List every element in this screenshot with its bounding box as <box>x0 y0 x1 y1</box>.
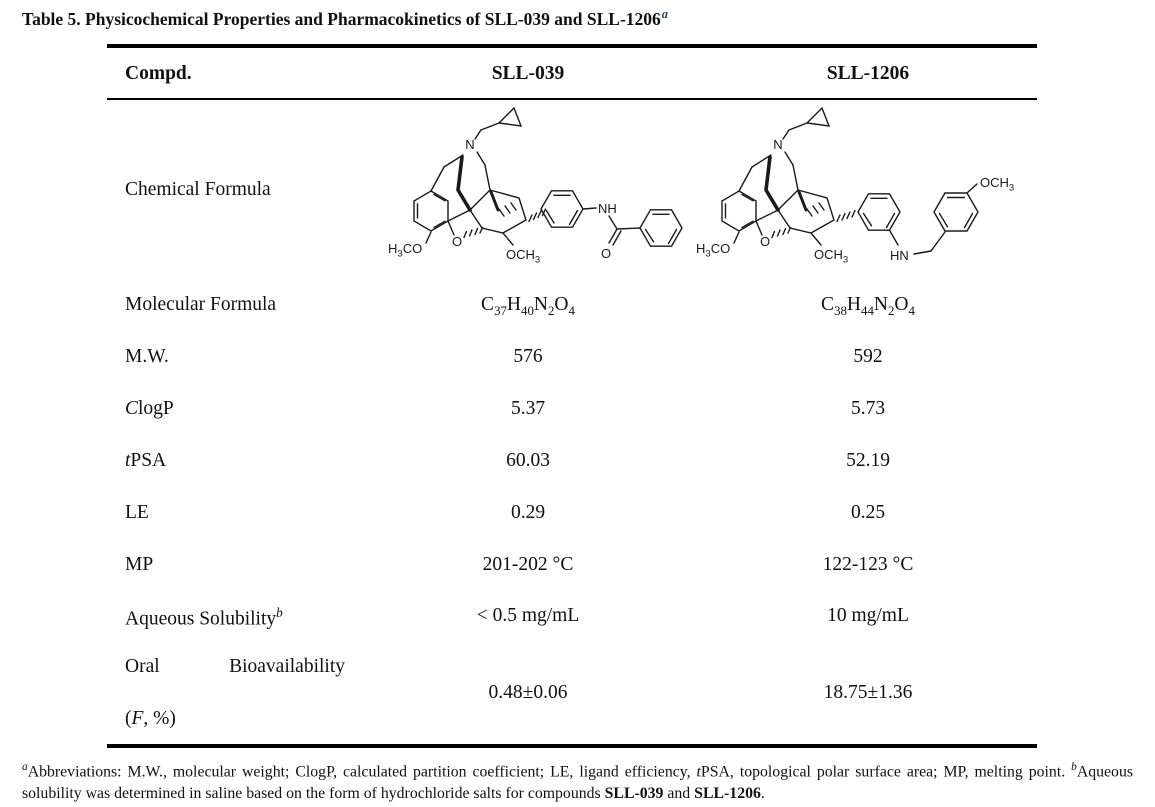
sll039-amine-n-label: N <box>465 137 475 152</box>
row-oral-bioavailability-label <box>125 656 345 678</box>
row-tpsa-label <box>125 450 166 472</box>
footnote-tpsa-italic: t <box>696 763 701 781</box>
mp-sll1206: 122-123 °C <box>822 554 914 575</box>
header-sll1206: SLL-1206 <box>826 63 910 84</box>
footnote-seg2: PSA, topological polar surface area; MP, melting point. <box>700 763 1072 781</box>
f-open: ( <box>125 708 132 729</box>
footnote-seg1: Abbreviations: M.W., molecular weight; ClogP, calculated partition coefficient; LE, ligand efficiency, <box>27 763 697 781</box>
f-italic: F <box>131 708 144 729</box>
mw-sll1206: 592 <box>853 346 883 367</box>
row-chemical-formula-label: Chemical Formula <box>125 179 271 200</box>
row-oral-f-percent-label <box>125 708 176 730</box>
sll039-methoxy-bottom-label: $OCH_3$ <box>506 247 541 266</box>
footnote-sll1206-bold: SLL-1206 <box>694 785 761 803</box>
clogp-rest: logP <box>138 398 174 419</box>
oral-sll1206: 18.75±1.36 <box>823 682 913 703</box>
table-title-footnote-marker: a <box>661 7 669 21</box>
sll1206-amine-hn-label: HN <box>890 248 909 263</box>
sll039-amide-nh-label: NH <box>598 201 617 216</box>
tpsa-sll1206: 52.19 <box>846 450 890 471</box>
sll1206-methoxy-left-label: $H_3CO$ <box>696 241 731 260</box>
footnote-marker-b: b <box>1071 761 1077 773</box>
sll039-carbonyl-o-label: O <box>600 246 612 261</box>
sll039-methoxy-left-label: $H_3CO$ <box>388 241 423 260</box>
sll1206-ring-oxygen-label: O <box>759 234 771 249</box>
row-molecular-formula-label: Molecular Formula <box>125 294 277 315</box>
header-compd: Compd. <box>125 63 192 84</box>
footnote-seg5: . <box>760 785 765 803</box>
row-mw-label: M.W. <box>125 346 169 367</box>
le-sll039: 0.29 <box>510 502 546 523</box>
oral-word1: Oral <box>125 656 160 677</box>
solubility-label-text: Aqueous Solubility <box>125 608 277 630</box>
row-mp-label: MP <box>125 554 154 575</box>
row-le-label: LE <box>125 502 149 523</box>
molecular-formula-sll039: $C_{37}H_{40}N_2O_4$ <box>481 294 575 318</box>
sll1206-methoxy-top-label: $OCH_3$ <box>980 175 1015 194</box>
molecular-formula-sll1206: $C_{38}H_{44}N_2O_4$ <box>821 294 915 318</box>
sll1206-structure-drawing <box>686 102 1046 272</box>
mp-sll039: 201-202 °C <box>482 554 574 575</box>
sll1206-methoxy-bottom-label: $OCH_3$ <box>814 247 849 266</box>
clogp-sll039: 5.37 <box>510 398 546 419</box>
oral-sll039: 0.48±0.06 <box>488 682 568 703</box>
footnote-seg4: and <box>663 785 695 803</box>
table-bottom-rule <box>107 744 1037 748</box>
clogp-italic-c: C <box>125 398 139 419</box>
sll1206-amine-n-label: N <box>773 137 783 152</box>
solubility-footnote-marker: b <box>276 605 283 620</box>
oral-word2: Bioavailability <box>229 656 345 677</box>
footnote-seg3: Aqueous solubility was determined in saline based on the form of hydrochloride salts for compounds <box>22 763 1133 803</box>
sll039-ring-oxygen-label: O <box>451 234 463 249</box>
f-rest: , %) <box>143 708 176 729</box>
clogp-sll1206: 5.73 <box>850 398 886 419</box>
row-solubility-label <box>125 605 283 631</box>
tpsa-italic-t: t <box>125 450 131 471</box>
tpsa-sll039: 60.03 <box>506 450 550 471</box>
mw-sll039: 576 <box>513 346 543 367</box>
footnote-sll039-bold: SLL-039 <box>604 785 664 803</box>
sll039-skeleton <box>414 108 682 246</box>
sll1206-skeleton <box>722 108 978 254</box>
sll039-structure-drawing <box>378 102 688 267</box>
table-footnote <box>22 757 1133 805</box>
solubility-sll1206: 10 mg/mL <box>827 605 909 626</box>
table-header-rule <box>107 98 1037 100</box>
footnote-marker-a: a <box>22 761 28 773</box>
table-top-rule <box>107 44 1037 48</box>
solubility-sll039: < 0.5 mg/mL <box>476 605 580 626</box>
row-clogp-label <box>125 398 174 420</box>
header-sll039: SLL-039 <box>491 63 565 84</box>
table-title <box>22 7 668 30</box>
table-title-text: Table 5. Physicochemical Properties and Pharmacokinetics of SLL-039 and SLL-1206 <box>22 8 661 29</box>
tpsa-rest: PSA <box>130 450 167 471</box>
le-sll1206: 0.25 <box>850 502 886 523</box>
